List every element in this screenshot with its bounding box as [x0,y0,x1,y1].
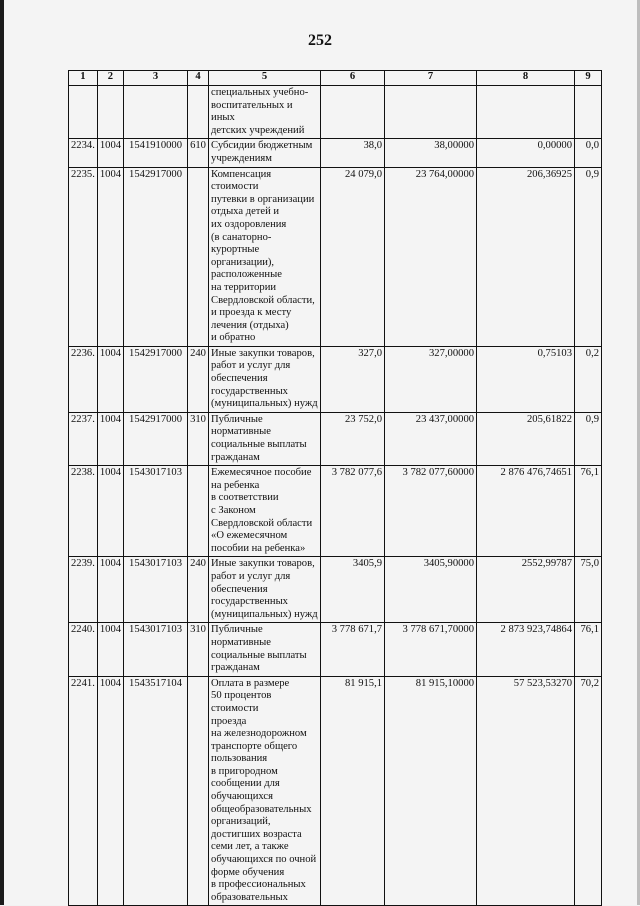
cell-target-code: 1543017103 [124,557,188,623]
cell-name: Публичные нормативные социальные выплаты гражданам [209,623,321,676]
continuation-row [69,86,602,139]
cell-name: Иные закупки товаров, работ и услуг для обеспечения государственных (муниципальных) нужд [209,557,321,623]
cell-section: 1004 [97,412,123,465]
column-header: 4 [188,71,209,86]
cell-percent: 0,9 [575,167,602,346]
cell-empty [97,86,123,139]
table-row [69,557,602,623]
cell-empty [321,86,385,139]
column-header: 7 [385,71,477,86]
cell-number: 2238. [69,466,98,557]
cell-expense-type [188,466,209,557]
column-header: 2 [97,71,123,86]
cell-approved: 38,00000 [385,139,477,167]
cell-target-code: 1543517104 [124,676,188,906]
cell-section: 1004 [97,623,123,676]
cell-empty [69,86,98,139]
cell-name: специальных учебно- воспитательных и иных детских учреждений [209,86,321,139]
cell-executed: 2 876 476,74651 [477,466,575,557]
cell-planned: 3 782 077,6 [321,466,385,557]
cell-number: 2240. [69,623,98,676]
cell-planned: 3405,9 [321,557,385,623]
cell-planned: 81 915,1 [321,676,385,906]
cell-name: Субсидии бюджетным учреждениям [209,139,321,167]
cell-number: 2236. [69,346,98,412]
table-row [69,346,602,412]
cell-expense-type: 610 [188,139,209,167]
cell-percent: 76,1 [575,623,602,676]
table-row [69,139,602,167]
cell-section: 1004 [97,346,123,412]
cell-planned: 23 752,0 [321,412,385,465]
cell-percent: 75,0 [575,557,602,623]
cell-approved: 327,00000 [385,346,477,412]
table-row [69,676,602,906]
cell-section: 1004 [97,167,123,346]
cell-executed: 0,00000 [477,139,575,167]
table-body [69,86,602,906]
table-header-row [69,71,602,86]
cell-executed: 0,75103 [477,346,575,412]
cell-approved: 81 915,10000 [385,676,477,906]
cell-name: Публичные нормативные социальные выплаты гражданам [209,412,321,465]
column-header: 5 [209,71,321,86]
column-header: 3 [124,71,188,86]
cell-expense-type [188,167,209,346]
cell-name: Иные закупки товаров, работ и услуг для обеспечения государственных (муниципальных) нужд [209,346,321,412]
cell-number: 2235. [69,167,98,346]
cell-target-code: 1542917000 [124,346,188,412]
page-number: 252 [308,32,332,49]
cell-percent: 0,9 [575,412,602,465]
column-header: 1 [69,71,98,86]
cell-section: 1004 [97,466,123,557]
cell-target-code: 1543017103 [124,466,188,557]
cell-percent: 0,0 [575,139,602,167]
cell-number: 2241. [69,676,98,906]
cell-target-code: 1542917000 [124,412,188,465]
table-row [69,412,602,465]
cell-number: 2234. [69,139,98,167]
cell-expense-type: 240 [188,557,209,623]
cell-section: 1004 [97,676,123,906]
cell-approved: 3405,90000 [385,557,477,623]
cell-executed: 206,36925 [477,167,575,346]
cell-planned: 38,0 [321,139,385,167]
cell-planned: 3 778 671,7 [321,623,385,676]
cell-target-code: 1542917000 [124,167,188,346]
cell-percent: 70,2 [575,676,602,906]
cell-expense-type [188,676,209,906]
cell-empty [575,86,602,139]
table-row [69,466,602,557]
cell-empty [188,86,209,139]
cell-executed: 2 873 923,74864 [477,623,575,676]
cell-approved: 3 782 077,60000 [385,466,477,557]
cell-executed: 205,61822 [477,412,575,465]
column-header: 8 [477,71,575,86]
cell-number: 2237. [69,412,98,465]
cell-empty [124,86,188,139]
cell-empty [385,86,477,139]
cell-name: Компенсация стоимости путевки в организации отдыха детей и их оздоровления (в санаторно-курортные организации), расположенные на территории Свердловской области, и проезда к месту лечения (отдыха) и обратно [209,167,321,346]
scan-left-edge [0,0,4,905]
cell-name: Ежемесячное пособие на ребенка в соответствии с Законом Свердловской области «О ежемесячном пособии на ребенка» [209,466,321,557]
cell-expense-type: 310 [188,623,209,676]
cell-section: 1004 [97,557,123,623]
cell-planned: 327,0 [321,346,385,412]
cell-expense-type: 240 [188,346,209,412]
cell-approved: 23 764,00000 [385,167,477,346]
cell-percent: 0,2 [575,346,602,412]
cell-approved: 23 437,00000 [385,412,477,465]
cell-number: 2239. [69,557,98,623]
cell-executed: 57 523,53270 [477,676,575,906]
table-row [69,167,602,346]
cell-percent: 76,1 [575,466,602,557]
cell-section: 1004 [97,139,123,167]
cell-approved: 3 778 671,70000 [385,623,477,676]
cell-empty [477,86,575,139]
cell-target-code: 1541910000 [124,139,188,167]
cell-expense-type: 310 [188,412,209,465]
cell-planned: 24 079,0 [321,167,385,346]
cell-name: Оплата в размере 50 процентов стоимости проезда на железнодорожном транспорте общего пользования в пригородном сообщении для обучающихся общеобразовательных организаций, достигших возраста семи лет, а также обучающихся по очной форме обучения в профессиональных образовательных [209,676,321,906]
column-header: 6 [321,71,385,86]
column-header: 9 [575,71,602,86]
cell-executed: 2552,99787 [477,557,575,623]
budget-table [68,70,602,906]
cell-target-code: 1543017103 [124,623,188,676]
table-row [69,623,602,676]
